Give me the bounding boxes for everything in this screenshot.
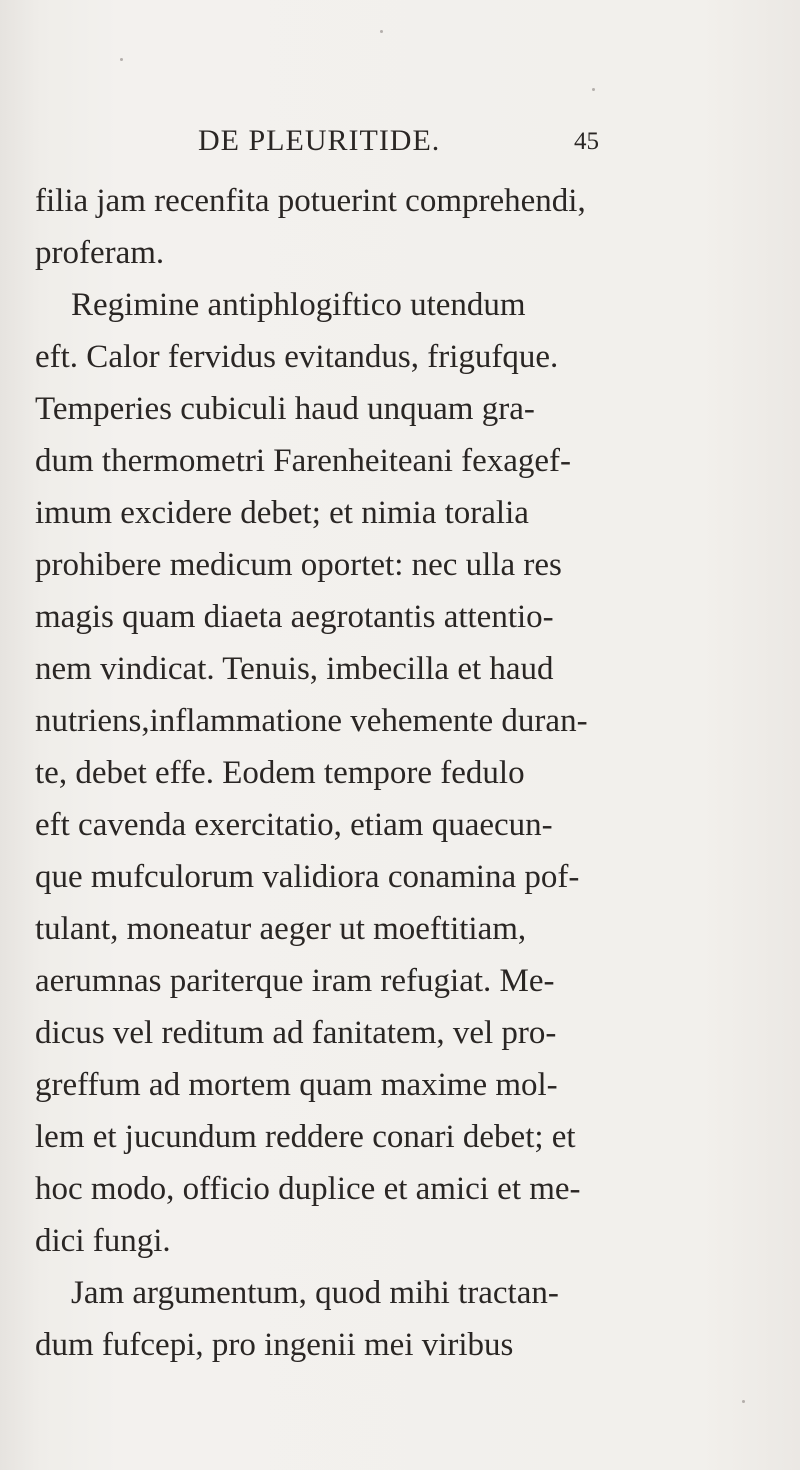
paper-speck [592,88,595,91]
text-line: imum excidere debet; et nimia toralia [35,495,529,531]
paper-speck [120,58,123,61]
paragraph-start-line: Regimine antiphlogiftico utendum [71,287,526,323]
text-line: hoc modo, officio duplice et amici et me- [35,1171,581,1207]
running-title: DE PLEURITIDE. [198,124,441,157]
text-line: nem vindicat. Tenuis, imbecilla et haud [35,651,554,687]
text-line: tulant, moneatur aeger ut moeftitiam, [35,911,527,947]
text-line: dum thermometri Farenheiteani fexagef- [35,443,572,479]
text-line: nutriens,inflammatione vehemente duran- [35,703,588,739]
text-line: dum fufcepi, pro ingenii mei viribus [35,1327,514,1363]
text-line: eft cavenda exercitatio, etiam quaecun- [35,807,553,843]
text-line: que mufculorum validiora conamina pof- [35,859,580,895]
text-line: greffum ad mortem quam maxime mol- [35,1067,558,1103]
text-line: proferam. [35,235,165,271]
text-line: prohibere medicum oportet: nec ulla res [35,547,562,583]
text-line: filia jam recenfita potuerint comprehendi, [35,183,586,219]
paper-speck [742,1400,745,1403]
text-line: dicus vel reditum ad fanitatem, vel pro- [35,1015,557,1051]
text-line: eft. Calor fervidus evitandus, frigufque. [35,339,559,375]
text-line: te, debet effe. Eodem tempore fedulo [35,755,525,791]
text-line: Temperies cubiculi haud unquam gra- [35,391,535,427]
text-line: aerumnas pariterque iram refugiat. Me- [35,963,555,999]
paragraph-start-line: Jam argumentum, quod mihi tractan- [71,1275,559,1311]
text-line: lem et jucundum reddere conari debet; et [35,1119,576,1155]
text-line: magis quam diaeta aegrotantis attentio- [35,599,554,635]
text-line: dici fungi. [35,1223,171,1259]
paper-speck [380,30,383,33]
running-head [198,124,598,164]
page-number: 45 [574,128,599,155]
